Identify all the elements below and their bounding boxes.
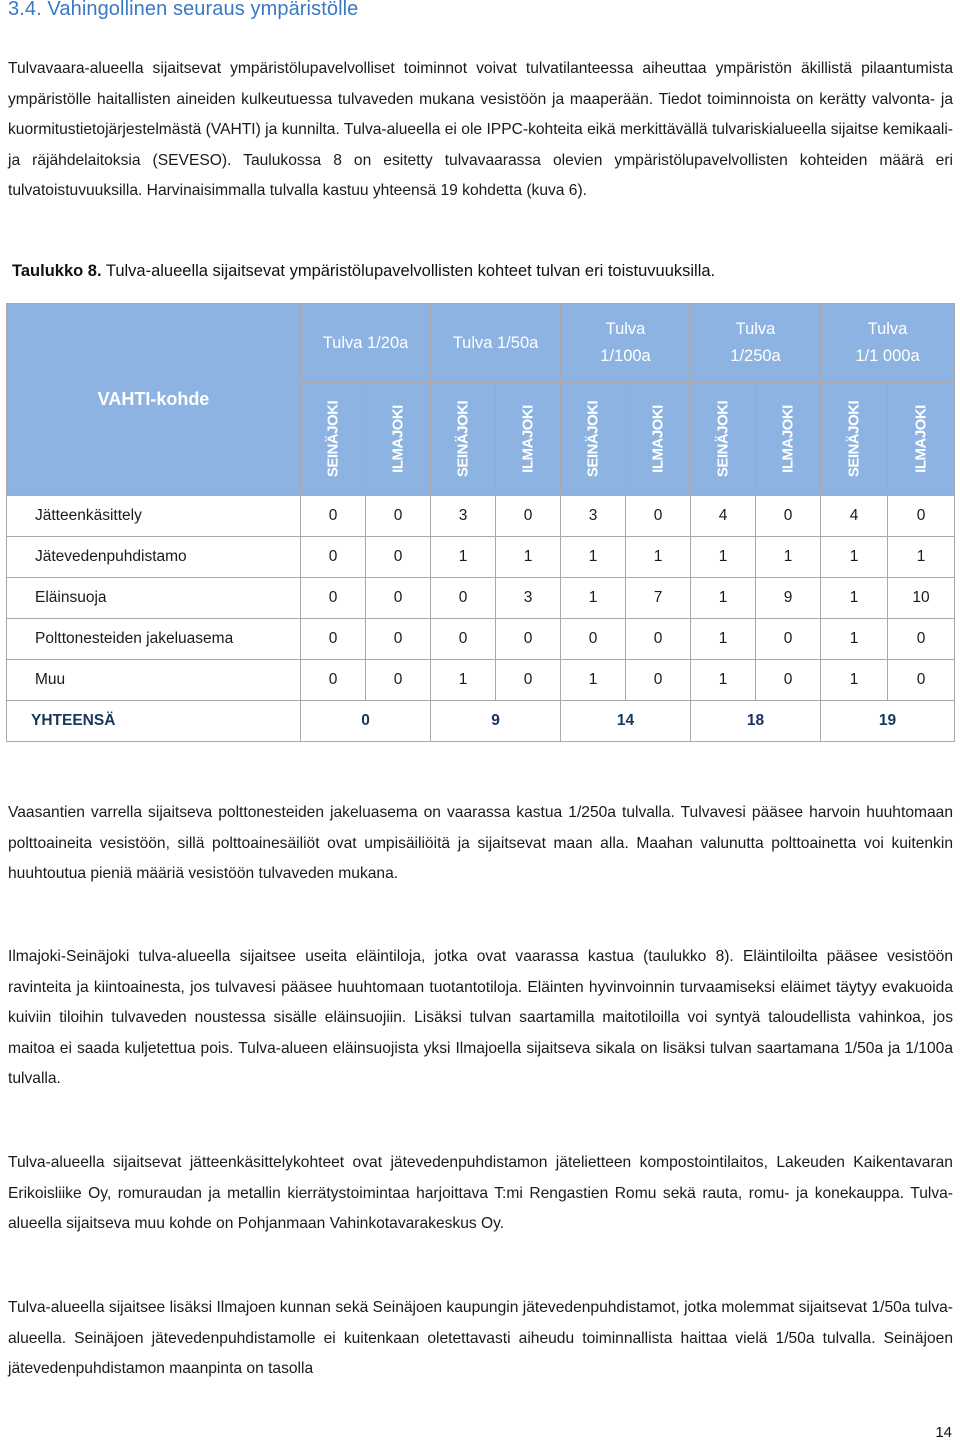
table-cell: 1 bbox=[691, 660, 756, 701]
total-cell: 18 bbox=[691, 701, 821, 742]
table-cell: 4 bbox=[821, 496, 888, 537]
subheader-municipality: ILMAJOKI bbox=[496, 383, 561, 496]
table-cell: 0 bbox=[496, 660, 561, 701]
table-cell: 0 bbox=[756, 619, 821, 660]
table-cell: 1 bbox=[821, 619, 888, 660]
table-caption bbox=[12, 262, 715, 281]
row-label: Eläinsuoja bbox=[7, 578, 301, 619]
subheader-municipality: ILMAJOKI bbox=[366, 383, 431, 496]
table-cell: 0 bbox=[366, 537, 431, 578]
table-cell: 1 bbox=[821, 660, 888, 701]
paragraph-animal-shelters: Ilmajoki-Seinäjoki tulva-alueella sijaitsee useita eläintiloja, jotka ovat vaarassa kastua (taulukko 8). Eläintiloilta pääsee vesistöön ravinteita ja kiintoainesta, jos tulvavesi pääsee huuhtomaan tuotantotiloja. Eläinten hyvinvoinnin turvaamiseksi eläimet täytyy evakuoida kuiviin tiloihin tulvaveden noustessa sisälle eläinsuojiin. Lisäksi tulvan saartamilla maitotiloilla voi syntyä taloudellista vahinkoa, jos maitoa ei saada kuljetettua pois. Tulva-alueen eläinsuojista yksi Ilmajoella sijaitseva sikala on lisäksi tulvan saartamana 1/50a ja 1/100a tulvalla. bbox=[8, 948, 953, 1087]
table-cell: 0 bbox=[626, 660, 691, 701]
period-20a-line1: Tulva 1/20a bbox=[322, 333, 409, 352]
table-cell: 0 bbox=[496, 496, 561, 537]
table-cell: 0 bbox=[366, 496, 431, 537]
total-cell: 14 bbox=[561, 701, 691, 742]
table-cell: 0 bbox=[888, 496, 955, 537]
table-cell: 0 bbox=[366, 619, 431, 660]
table-cell: 0 bbox=[431, 619, 496, 660]
total-cell: 19 bbox=[821, 701, 955, 742]
subheader-municipality: SEINÄJOKI bbox=[301, 383, 366, 496]
header-period-20a bbox=[301, 304, 431, 383]
table-cell: 0 bbox=[301, 496, 366, 537]
period-250a-line2: 1/250a bbox=[730, 347, 781, 365]
table-cell: 0 bbox=[626, 496, 691, 537]
paragraph-wastewater: Tulva-alueella sijaitsee lisäksi Ilmajoen kunnan sekä Seinäjoen kaupungin jätevedenpuhdistamot, jotka molemmat sijaitsevat 1/50a tulva-alueella. Seinäjoen jätevedenpuhdistamolle ei kuitenkaan oletettavasti aiheudu toiminnallista haittaa vielä 1/50a tulvalla. Seinäjoen jätevedenpuhdistamon maanpinta on tasolla bbox=[8, 1299, 953, 1377]
table-cell: 1 bbox=[626, 537, 691, 578]
subheader-municipality: SEINÄJOKI bbox=[821, 383, 888, 496]
total-cell: 9 bbox=[431, 701, 561, 742]
section-title: 3.4. Vahingollinen seuraus ympäristölle bbox=[8, 0, 359, 20]
period-100a-line2: 1/100a bbox=[600, 347, 651, 365]
table-cell: 7 bbox=[626, 578, 691, 619]
header-period-1000a bbox=[821, 304, 955, 383]
table-cell: 0 bbox=[626, 619, 691, 660]
table-row bbox=[7, 660, 955, 701]
table-row bbox=[7, 578, 955, 619]
period-100a-line1: Tulva bbox=[605, 320, 646, 338]
period-1000a-line1: Tulva bbox=[867, 320, 908, 338]
table-cell: 1 bbox=[821, 578, 888, 619]
table-cell: 0 bbox=[888, 660, 955, 701]
table-cell: 1 bbox=[431, 660, 496, 701]
table-cell: 1 bbox=[431, 537, 496, 578]
row-label: Muu bbox=[7, 660, 301, 701]
table-cell: 1 bbox=[888, 537, 955, 578]
table-caption-text: Tulva-alueella sijaitsevat ympäristölupavelvollisten kohteet tulvan eri toistuvuuksilla. bbox=[105, 262, 716, 280]
table-cell: 0 bbox=[496, 619, 561, 660]
header-period-100a bbox=[561, 304, 691, 383]
table-cell: 0 bbox=[756, 660, 821, 701]
subheader-municipality: SEINÄJOKI bbox=[691, 383, 756, 496]
table-cell: 1 bbox=[561, 660, 626, 701]
table-cell: 1 bbox=[691, 578, 756, 619]
subheader-municipality: ILMAJOKI bbox=[756, 383, 821, 496]
table-cell: 1 bbox=[496, 537, 561, 578]
total-row bbox=[7, 701, 955, 742]
table-cell: 1 bbox=[561, 578, 626, 619]
row-label: Polttonesteiden jakeluasema bbox=[7, 619, 301, 660]
vahti-table bbox=[6, 303, 955, 742]
table-cell: 9 bbox=[756, 578, 821, 619]
subheader-municipality: ILMAJOKI bbox=[888, 383, 955, 496]
table-cell: 0 bbox=[366, 660, 431, 701]
row-label: Jätevedenpuhdistamo bbox=[7, 537, 301, 578]
table-cell: 0 bbox=[431, 578, 496, 619]
table-cell: 0 bbox=[301, 578, 366, 619]
table-cell: 0 bbox=[888, 619, 955, 660]
table-cell: 0 bbox=[301, 619, 366, 660]
table-caption-label: Taulukko 8. bbox=[12, 262, 102, 280]
table-cell: 0 bbox=[301, 660, 366, 701]
table-cell: 4 bbox=[691, 496, 756, 537]
header-period-250a bbox=[691, 304, 821, 383]
table-row bbox=[7, 496, 955, 537]
table-cell: 0 bbox=[561, 619, 626, 660]
subheader-municipality: SEINÄJOKI bbox=[561, 383, 626, 496]
total-cell: 0 bbox=[301, 701, 431, 742]
header-vahti-kohde: VAHTI-kohde bbox=[7, 304, 301, 496]
table-row bbox=[7, 537, 955, 578]
table-cell: 1 bbox=[691, 537, 756, 578]
page-number: 14 bbox=[935, 1424, 952, 1441]
paragraph-intro: Tulvavaara-alueella sijaitsevat ympäristölupavelvolliset toiminnot voivat tulvatilanteessa aiheuttaa ympäristön äkillistä pilaantumista ympäristölle haitallisten aineiden kulkeutuessa tulvaveden mukana vesistöön ja maaperään. Tiedot toiminnoista on kerätty valvonta- ja kuormitustietojärjestelmästä (VAHTI) ja kunnilta. Tulva-alueella ei ole IPPC-kohteita eikä merkittävällä tulvariskialueella sijaitse kemikaali- ja räjähdelaitoksia (SEVESO). Taulukossa 8 on esitetty tulvavaarassa olevien ympäristölupavelvollisten kohteiden määrä eri tulvatoistuvuuksilla. Harvinaisimmalla tulvalla kastuu yhteensä 19 kohdetta (kuva 6). bbox=[8, 60, 953, 199]
table-cell: 1 bbox=[821, 537, 888, 578]
table-row bbox=[7, 619, 955, 660]
row-label: Jätteenkäsittely bbox=[7, 496, 301, 537]
header-period-50a bbox=[431, 304, 561, 383]
table-cell: 0 bbox=[756, 496, 821, 537]
subheader-municipality: SEINÄJOKI bbox=[431, 383, 496, 496]
period-1000a-line2: 1/1 000a bbox=[855, 347, 920, 365]
total-label: YHTEENSÄ bbox=[7, 701, 301, 742]
paragraph-fuel-station: Vaasantien varrella sijaitseva polttonesteiden jakeluasema on vaarassa kastua 1/250a tulvalla. Tulvavesi pääsee harvoin huuhtomaan polttoaineita vesistöön, sillä polttoainesäiliöt ovat umpisäiliöitä ja sijaitsevat maan alla. Maahan valunutta polttoainetta voi kuitenkin huuhtoutua pieniä määriä vesistöön tulvaveden mukana. bbox=[8, 804, 953, 882]
table-cell: 1 bbox=[561, 537, 626, 578]
table-cell: 3 bbox=[431, 496, 496, 537]
table-cell: 1 bbox=[756, 537, 821, 578]
table-cell: 0 bbox=[366, 578, 431, 619]
table-cell: 3 bbox=[496, 578, 561, 619]
paragraph-waste-handling: Tulva-alueella sijaitsevat jätteenkäsittelykohteet ovat jätevedenpuhdistamon jätelietteen kompostointilaitos, Lakeuden Kaikentavaran Erikoisliike Oy, romuraudan ja metallin kierrätystoimintaa harjoittava T:mi Rengastien Romu sekä rauta, romu- ja konekauppa. Tulva-alueella sijaitseva muu kohde on Pohjanmaan Vahinkotavarakeskus Oy. bbox=[8, 1154, 953, 1232]
table-cell: 1 bbox=[691, 619, 756, 660]
table-cell: 0 bbox=[301, 537, 366, 578]
subheader-municipality: ILMAJOKI bbox=[626, 383, 691, 496]
period-250a-line1: Tulva bbox=[735, 320, 776, 338]
table-cell: 3 bbox=[561, 496, 626, 537]
period-50a-line1: Tulva 1/50a bbox=[452, 333, 539, 352]
table-cell: 10 bbox=[888, 578, 955, 619]
